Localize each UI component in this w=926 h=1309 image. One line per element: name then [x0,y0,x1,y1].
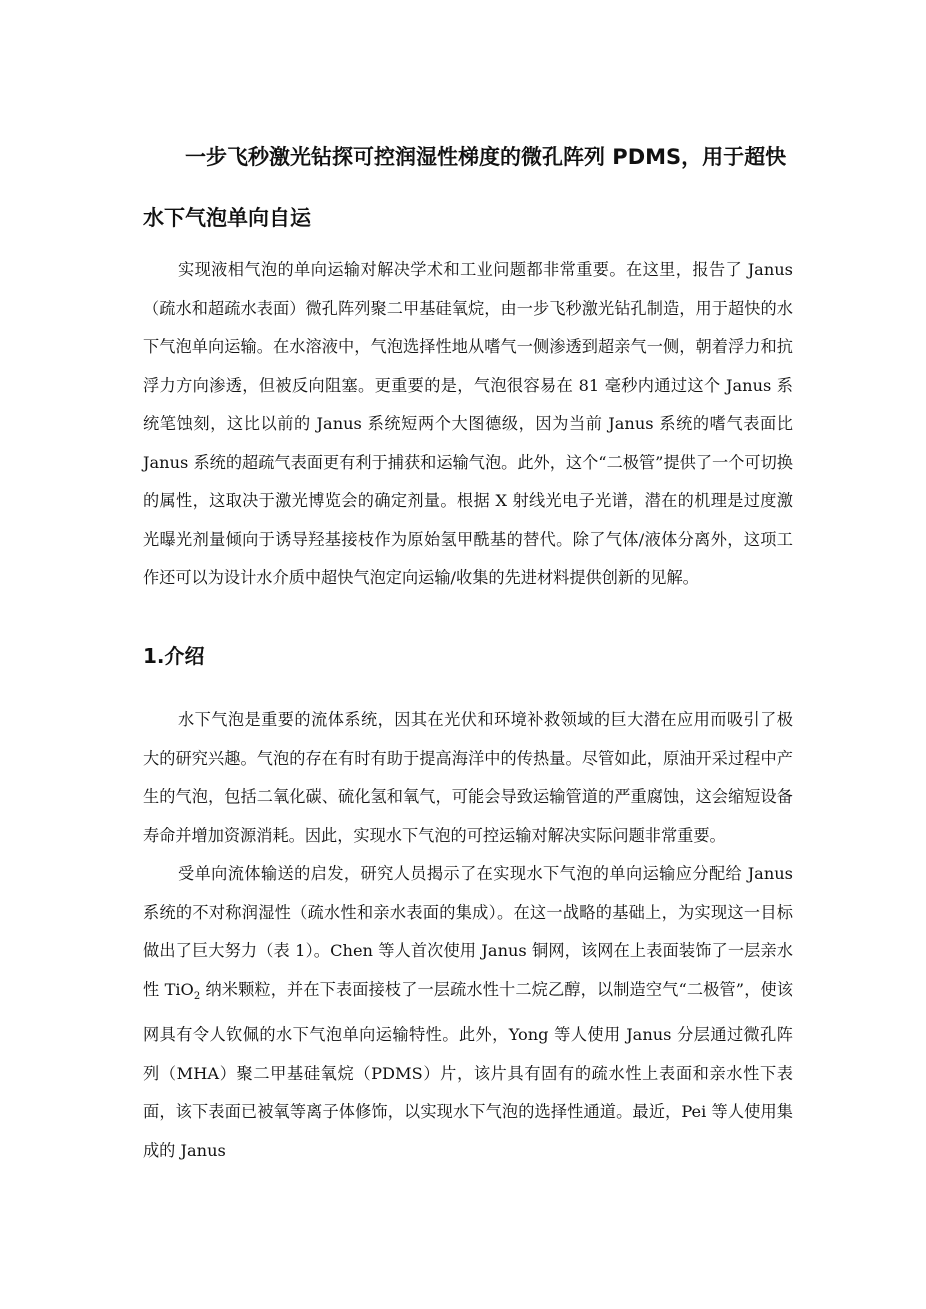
intro-paragraph-2 [143,855,793,1170]
introduction-body [143,701,793,1170]
subscript-2: 2 [193,990,201,1002]
intro-paragraph-2-part-b: 纳米颗粒，并在下表面接枝了一层疏水性十二烷乙醇，以制造空气“二极管”，使该网具有令人钦佩的水下气泡单向运输特性。此外，Yong 等人使用 Janus 分层通过微孔阵列（MHA）聚二甲基硅氧烷（PDMS）片，该片具有固有的疏水性上表面和亲水性下表面，该下表面已被氧等离子体修饰，以实现水下气泡的选择性通道。最近，Pei 等人使用集成的 Janus [143,979,793,1160]
intro-paragraph-1: 水下气泡是重要的流体系统，因其在光伏和环境补救领域的巨大潜在应用而吸引了极大的研究兴趣。气泡的存在有时有助于提高海洋中的传热量。尽管如此，原油开采过程中产生的气泡，包括二氧化碳、硫化氢和氧气，可能会导致运输管道的严重腐蚀，这会缩短设备寿命并增加资源消耗。因此，实现水下气泡的可控运输对解决实际问题非常重要。 [143,710,793,845]
section-heading-introduction: 1.介绍 [143,644,205,668]
abstract-paragraph: 实现液相气泡的单向运输对解决学术和工业问题都非常重要。在这里，报告了 Janus（疏水和超疏水表面）微孔阵列聚二甲基硅氧烷，由一步飞秒激光钻孔制造，用于超快的水下气泡单向运输。在水溶液中，气泡选择性地从嗜气一侧渗透到超亲气一侧，朝着浮力和抗浮力方向渗透，但被反向阻塞。更重要的是，气泡很容易在 81 毫秒内通过这个 Janus 系统笔蚀刻，这比以前的 Janus 系统短两个大图德级，因为当前 Janus 系统的嗜气表面比 Janus 系统的超疏气表面更有利于捕获和运输气泡。此外，这个“二极管”提供了一个可切换的属性，这取决于激光博览会的确定剂量。根据 X 射线光电子光谱，潜在的机理是过度激光曝光剂量倾向于诱导羟基接枝作为原始氢甲酰基的替代。除了气体/液体分离外，这项工作还可以为设计水介质中超快气泡定向运输/收集的先进材料提供创新的见解。 [143,260,793,587]
document-title: 一步飞秒激光钻探可控润湿性梯度的微孔阵列 PDMS，用于超快水下气泡单向自运 [143,145,787,230]
intro-paragraph-2-part-a: 受单向流体输送的启发，研究人员揭示了在实现水下气泡的单向运输应分配给 Janus 系统的不对称润湿性（疏水性和亲水表面的集成）。在这一战略的基础上，为实现这一目标做出了巨大努力（表 1）。Chen 等人首次使用 Janus 铜网，该网在上表面装饰了一层亲水性 TiO [143,864,793,999]
